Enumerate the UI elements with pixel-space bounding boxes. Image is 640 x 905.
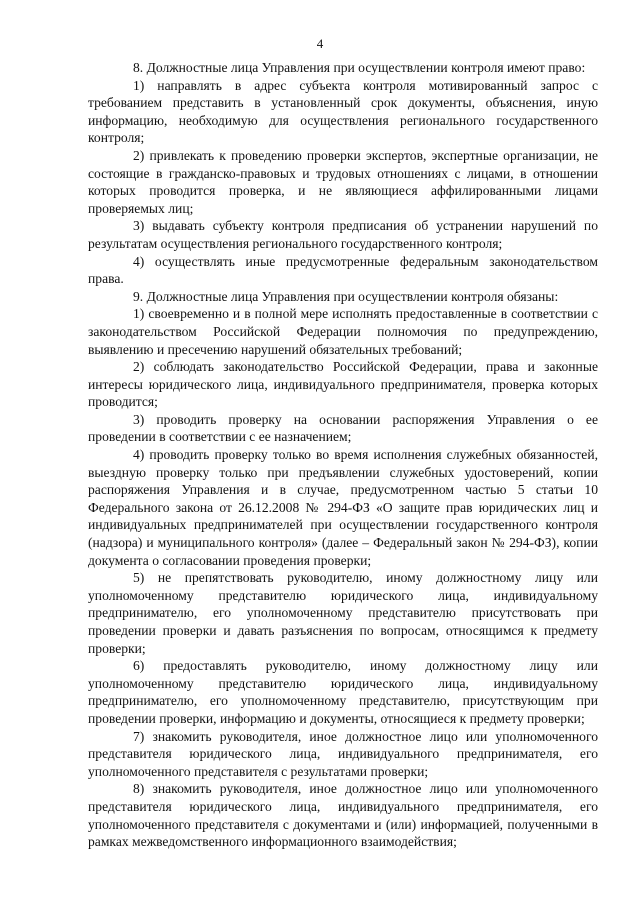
paragraph-9-item-5: 5) не препятствовать руководителю, иному должностному лицу или уполномоченному представителю юридического лица, индивидуальному предпринимателю, его уполномоченному представителю присутствовать при проведении проверки и давать разъяснения по вопросам, относящимся к предмету проверки;	[88, 570, 598, 656]
paragraph-9-item-2: 2) соблюдать законодательство Российской Федерации, права и законные интересы юридического лица, индивидуального предпринимателя, проверка которых проводится;	[88, 359, 598, 410]
paragraph-8-rights: 8. Должностные лица Управления при осуществлении контроля имеют право:	[133, 60, 586, 75]
page-number: 4	[316, 36, 324, 51]
paragraph-9-item-4: 4) проводить проверку только во время исполнения служебных обязанностей, выездную проверку только при предъявлении служебных удостоверений, копии распоряжения Управления и в случае, предусмотренном частью 5 статьи 10 Федерального закона от 26.12.2008 № 294-ФЗ «О защите прав юридических лиц и индивидуальных предпринимателей при осуществлении государственного контроля (надзора) и муниципального контроля» (далее – Федеральный закон № 294-ФЗ), копии документа о согласовании проведения проверки;	[88, 447, 598, 568]
paragraph-8-item-1: 1) направлять в адрес субъекта контроля мотивированный запрос с требованием представить в установленный срок документы, объяснения, иную информацию, необходимую для осуществления регионального государственного контроля;	[88, 77, 598, 146]
document-body	[88, 59, 598, 851]
paragraph-9-item-8: 8) знакомить руководителя, иное должностное лицо или уполномоченного представителя юридического лица, индивидуального предпринимателя, его уполномоченного представителя с документами и (или) информацией, полученными в рамках межведомственного информационного взаимодействия;	[88, 781, 598, 850]
paragraph-9-item-6: 6) предоставлять руководителю, иному должностному лицу или уполномоченному представителю юридического лица, индивидуальному предпринимателю, его уполномоченному представителю, присутствующим при проведении проверки, информацию и документы, относящиеся к предмету проверки;	[88, 658, 598, 726]
paragraph-9-item-1: 1) своевременно и в полной мере исполнять предоставленные в соответствии с законодательством Российской Федерации полномочия по предупреждению, выявлению и пресечению нарушений обязательных требований;	[88, 306, 598, 357]
paragraph-9-item-7: 7) знакомить руководителя, иное должностное лицо или уполномоченного представителя юридического лица, индивидуального предпринимателя, его уполномоченного представителя с результатами проверки;	[88, 728, 598, 779]
paragraph-9-duties: 9. Должностные лица Управления при осуществлении контроля обязаны:	[133, 288, 559, 304]
paragraph-8-item-3: 3) выдавать субъекту контроля предписания об устранении нарушений по результатам осуществления регионального государственного контроля;	[88, 218, 598, 251]
paragraph-8-item-4: 4) осуществлять иные предусмотренные федеральным законодательством права.	[88, 253, 598, 287]
paragraph-8-item-2: 2) привлекать к проведению проверки экспертов, экспертные организации, не состоящие в гражданско-правовых и трудовых отношениях с лицами, в отношении которых проводится проверка, и не являющиеся аффилированными лицами проверяемых лиц;	[88, 147, 598, 216]
paragraph-9-item-3: 3) проводить проверку на основании распоряжения Управления о ее проведении в соответствии с ее назначением;	[88, 411, 598, 445]
